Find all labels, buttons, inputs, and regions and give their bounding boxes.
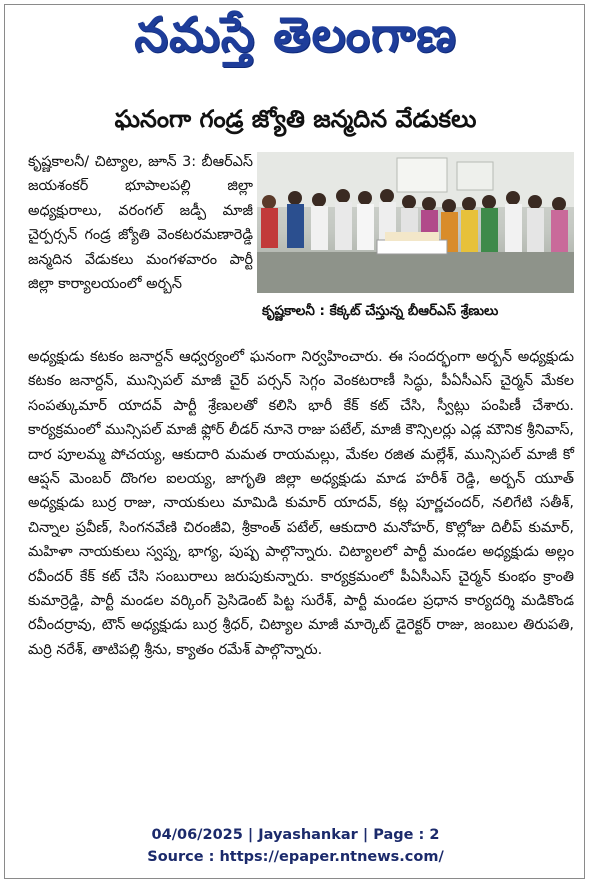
article-headline: ఘనంగా గండ్ర జ్యోతి జన్మదిన వేడుకలు xyxy=(114,105,477,133)
news-photo xyxy=(257,152,574,293)
footer-source: Source : https://epaper.ntnews.com/ xyxy=(147,849,444,865)
article-body-text: అధ్యక్షుడు కటకం జనార్దన్ ఆధ్వర్యంలో ఘనంగా నిర్వహించారు. ఈ సందర్భంగా అర్బన్ అధ్యక్షుడు కటకం జనార్దన్, మున్సిపల్ మాజీ చైర్ పర్సన్ సెగ్గం వెంకటరాణీ సిద్ధు, పీఏసీఎస్ చైర్మన్ మేకల సంపత్కుమార్ యాదవ్ పార్టీ శ్రేణులతో కలిసి భారీ కేక్ కట్ చేసి, స్వీట్లు పంపిణీ చేశారు. కార్యక్రమంలో మున్సిపల్ మాజీ ఫ్లోర్ లీడర్ నూనె రాజు పటేల్, మాజీ కౌన్సిలర్లు ఎడ్ల మౌనిక శ్రీనివాస్, దార పూలమ్మ పోచయ్య, ఆకుదారి మమత రాయమల్లు, మేకల రజిత మల్లేశ్, మున్సిపల్ మాజీ కో ఆప్షన్ మెంబర్ దొంగల ఐలయ్య, జాగృతి జిల్లా అధ్యక్షుడు మాడ హరీశ్ రెడ్డి, అర్బన్ యూత్ అధ్యక్షుడు బుర్ర రాజు, నాయకులు మామిడి కుమార్ యాదవ్, కట్ల పూర్ణచందర్, నలిగేటి సతీశ్, చిన్నాల ప్రవీణ్, సింగనవేణి చిరంజీవి, శ్రీకాంత్ పటేల్, ఆకుదారి మనోహర్, కొల్లోజు దిలీప్ కుమార్, మహిళా నాయకులు స్వప్న, భాగ్య, పుష్ప పాల్గొన్నారు. చిట్యాలలో పార్టీ మండల అధ్యక్షుడు అల్లం రవీందర్ కేక్ కట్ చేసి సంబురాలు జరుపుకున్నారు. కార్యక్రమంలో పీఏసీఎస్ చైర్మన్ కుంభం క్రాంతి కుమార్రెడ్డి, పార్టీ మండల వర్కింగ్ ప్రెసిడెంట్ పిట్ట సురేశ్, పార్టీ మండల ప్రధాన కార్యదర్శి మడికొండ రవీందర్రావు, టౌన్ అధ్యక్షుడు బుర్ర శ్రీధర్, చిట్యాల మాజీ మార్కెట్ డైరెక్టర్ రాజు, జంబుల తిరుపతి, మర్రి నరేశ్, తాటిపల్లి శ్రీను, క్యాతం రమేశ్ పాల్గొన్నారు. xyxy=(28,349,574,658)
photo-caption: కృష్ణకాలనీ : కేక్కట్ చేస్తున్న బీఆర్ఎస్ శ్రేణులు xyxy=(262,303,499,319)
photo-illustration xyxy=(257,152,574,293)
footer-date-edition: 04/06/2025 | Jayashankar | Page : 2 xyxy=(151,827,440,843)
newspaper-masthead: నమస్తే తెలంగాణ xyxy=(134,7,457,63)
article-column-text: కృష్ణకాలనీ/ చిట్యాల, జూన్ 3: బీఆర్ఎస్ జయశంకర్ భూపాలపల్లి జిల్లా అధ్యక్షురాలు, వరంగల్ జడ్పీ మాజీ చైర్పర్సన్ గండ్ర జ్యోతి వెంకటరమణారెడ్డి జన్మదిన వేడుకలు మంగళవారం పార్టీ జిల్లా కార్యాలయంలో అర్బన్ xyxy=(28,154,253,293)
